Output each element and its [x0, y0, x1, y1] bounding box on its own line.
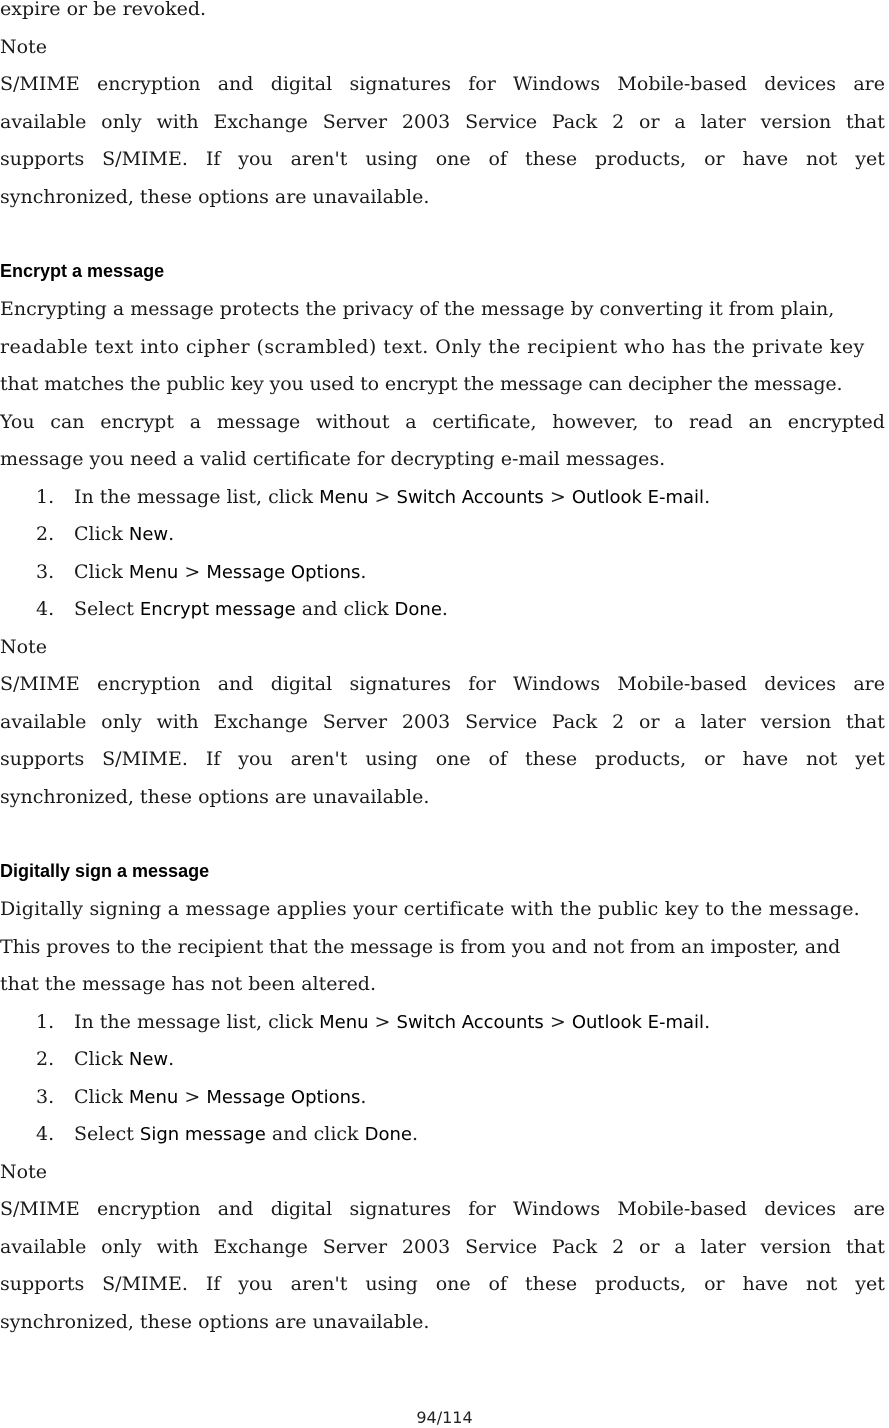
- paragraph-line-last: message you need a valid certificate for decrypting e-mail messages.: [0, 448, 666, 470]
- ui-term: Done: [364, 1124, 412, 1145]
- note-line: S/MIME encryption and digital signatures for Windows Mobile-based devices are: [0, 73, 885, 95]
- ui-term: New: [128, 1049, 169, 1070]
- paragraph-line: You can encrypt a message without a certificate, however, to read an encrypted: [0, 411, 885, 433]
- ui-term: Outlook E-mail: [571, 487, 705, 508]
- ui-term: Message Options: [206, 1087, 361, 1108]
- step-item: 3. Click Menu > Message Options.: [36, 1086, 367, 1108]
- ui-term: Menu: [128, 562, 179, 583]
- note-line: supports S/MIME. If you aren't using one of these products, or have not yet: [0, 148, 885, 170]
- paragraph-line: Encrypting a message protects the privacy of the message by converting it from plain,: [0, 298, 835, 320]
- paragraph-line: that matches the public key you used to encrypt the message can decipher the message.: [0, 373, 843, 395]
- note-line: S/MIME encryption and digital signatures for Windows Mobile-based devices are: [0, 1198, 885, 1220]
- ui-term: Encrypt message: [139, 599, 296, 620]
- ui-term: Menu: [128, 1087, 179, 1108]
- note-label: Note: [0, 636, 47, 658]
- note-line: supports S/MIME. If you aren't using one of these products, or have not yet: [0, 1273, 885, 1295]
- ui-term: Menu: [319, 1012, 369, 1033]
- paragraph-line: This proves to the recipient that the message is from you and not from an imposter, and: [0, 936, 841, 958]
- ui-term: Switch Accounts: [396, 487, 544, 508]
- ui-term: Switch Accounts: [396, 1012, 544, 1033]
- section-heading-encrypt: Encrypt a message: [0, 261, 165, 281]
- note-line: S/MIME encryption and digital signatures for Windows Mobile-based devices are: [0, 673, 885, 695]
- note-line-last: synchronized, these options are unavailable.: [0, 186, 430, 208]
- section-heading-sign: Digitally sign a message: [0, 861, 210, 881]
- note-line: supports S/MIME. If you aren't using one of these products, or have not yet: [0, 748, 885, 770]
- step-item: 2. Click New.: [36, 523, 175, 545]
- note-line: available only with Exchange Server 2003 Service Pack 2 or a later version that: [0, 1236, 885, 1258]
- paragraph-line: Digitally signing a message applies your certificate with the public key to the message.: [0, 898, 860, 920]
- ui-term: Done: [394, 599, 442, 620]
- note-label: Note: [0, 36, 47, 58]
- step-item: 2. Click New.: [36, 1048, 175, 1070]
- top-fragment: expire or be revoked.: [0, 0, 207, 20]
- step-item: 3. Click Menu > Message Options.: [36, 561, 367, 583]
- note-line: available only with Exchange Server 2003 Service Pack 2 or a later version that: [0, 111, 885, 133]
- step-item: 1. In the message list, click Menu > Switch Accounts > Outlook E-mail.: [36, 1011, 711, 1033]
- step-item: 1. In the message list, click Menu > Switch Accounts > Outlook E-mail.: [36, 486, 711, 508]
- note-line-last: synchronized, these options are unavailable.: [0, 1311, 430, 1333]
- note-label: Note: [0, 1161, 47, 1183]
- page-number: 94/114: [416, 1408, 473, 1427]
- ui-term: Message Options: [206, 562, 361, 583]
- note-line-last: synchronized, these options are unavailable.: [0, 786, 430, 808]
- step-item: 4. Select Sign message and click Done.: [36, 1123, 418, 1145]
- ui-term: Outlook E-mail: [571, 1012, 705, 1033]
- paragraph-line-last: that the message has not been altered.: [0, 973, 377, 995]
- step-item: 4. Select Encrypt message and click Done.: [36, 598, 448, 620]
- ui-term: Sign message: [139, 1124, 266, 1145]
- note-line: available only with Exchange Server 2003 Service Pack 2 or a later version that: [0, 711, 885, 733]
- ui-term: Menu: [319, 487, 369, 508]
- paragraph-line: readable text into cipher (scrambled) text. Only the recipient who has the private key: [0, 336, 865, 358]
- ui-term: New: [128, 524, 169, 545]
